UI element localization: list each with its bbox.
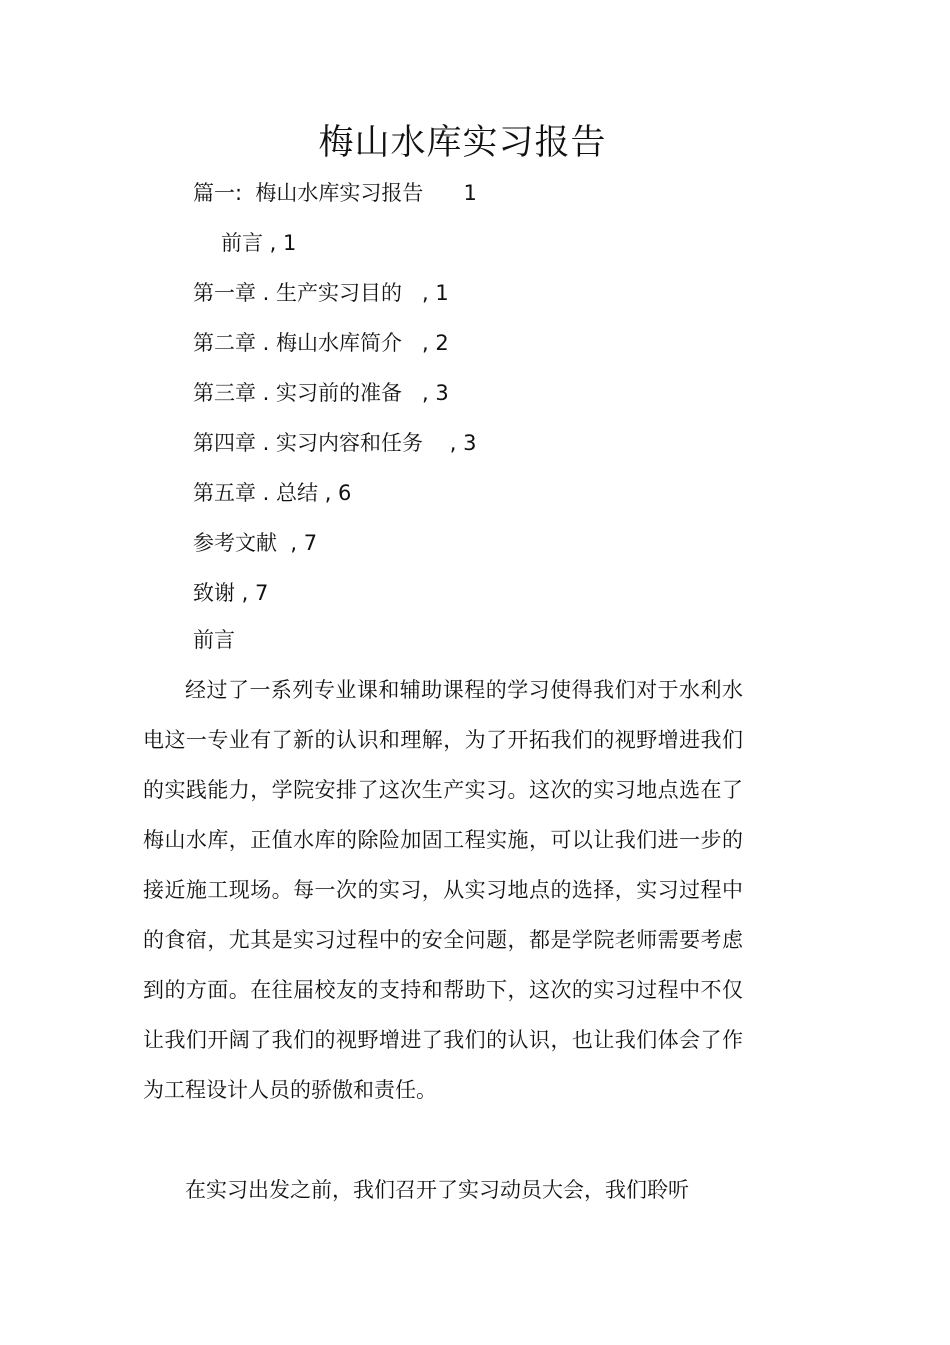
toc-entry: 第五章 . 总结 , 6 (193, 481, 352, 505)
toc-entry: 第四章 . 实习内容和任务 , 3 (193, 431, 477, 455)
document-title: 梅山水库实习报告 (318, 123, 607, 163)
toc-entry: 前言 , 1 (221, 231, 297, 255)
toc-entry: 第三章 . 实习前的准备 , 3 (193, 381, 449, 405)
toc-entry: 致谢 , 7 (193, 581, 269, 605)
body-paragraph: 经过了一系列专业课和辅助课程的学习使得我们对于水利水电这一专业有了新的认识和理解，为了开拓我们的视野增进我们的实践能力，学院安排了这次生产实习。这次的实习地点选在了梅山水库，正值水库的除险加固工程实施，可以让我们进一步的接近施工现场。每一次的实习，从实习地点的选择，实习过程中的食宿，尤其是实习过程中的安全问题，都是学院老师需要考虑到的方面。在往届校友的支持和帮助下，这次的实习过程中不仅让我们开阔了我们的视野增进了我们的认识，也让我们体会了作为工程设计人员的骄傲和责任。 (143, 678, 743, 1102)
toc-entry: 参考文献 , 7 (193, 531, 318, 555)
section-heading: 前言 (193, 628, 235, 652)
body-paragraph: 在实习出发之前，我们召开了实习动员大会，我们聆听 (185, 1178, 689, 1202)
toc-entry: 第二章 . 梅山水库简介 , 2 (193, 331, 449, 355)
toc-entry: 篇一: 梅山水库实习报告 1 (193, 181, 477, 205)
toc-entry: 第一章 . 生产实习目的 , 1 (193, 281, 449, 305)
